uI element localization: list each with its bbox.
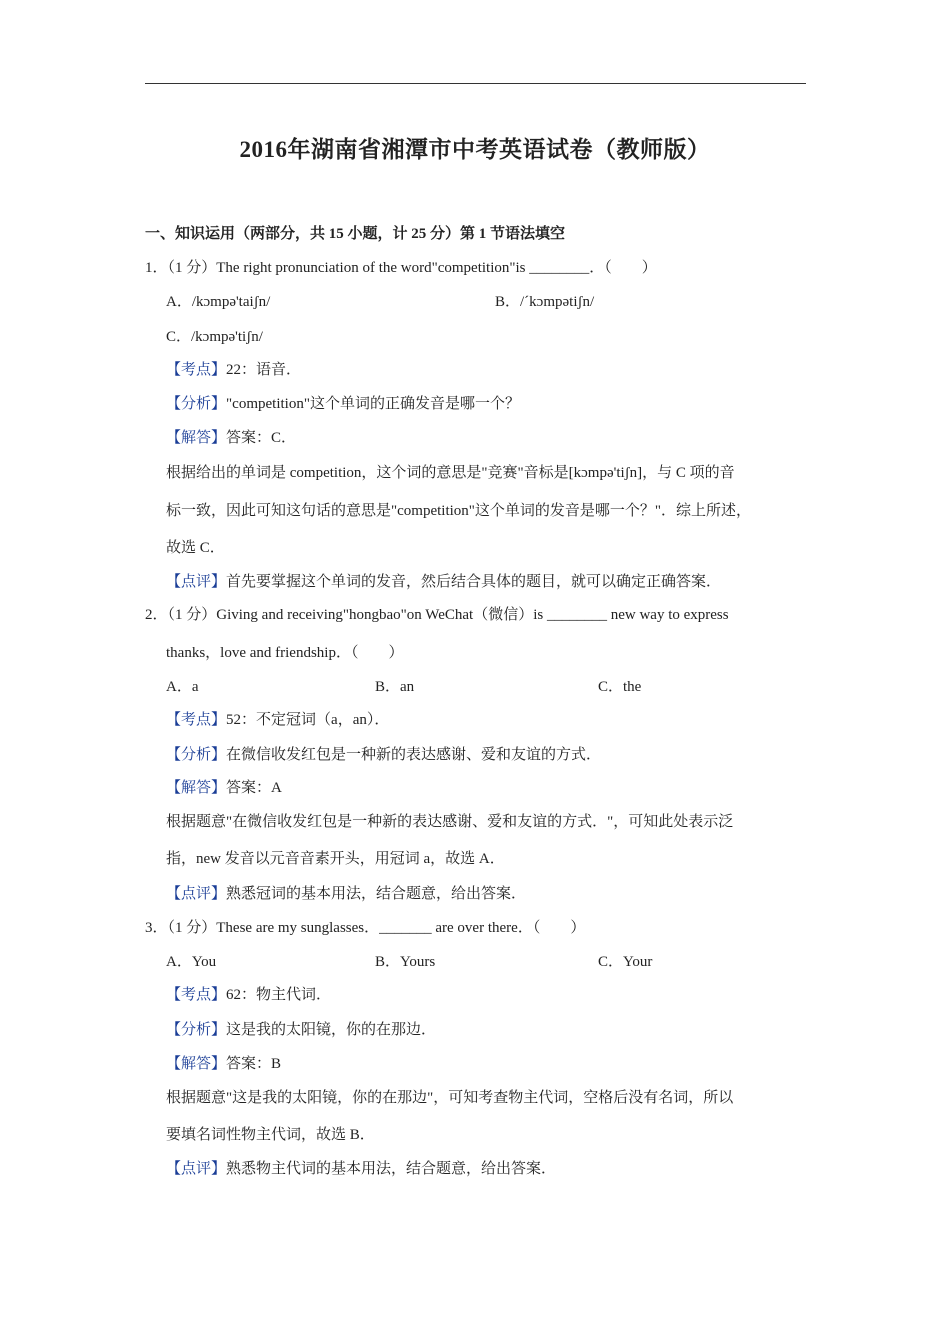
section-heading: 一、知识运用（两部分，共 15 小题，计 25 分）第 1 节语法填空 bbox=[145, 226, 566, 242]
kaodian-text: 52：不定冠词（a，an）． bbox=[226, 712, 390, 728]
jieda-text: 答案：B bbox=[226, 1056, 282, 1072]
question-3-option-a: A．You bbox=[166, 954, 217, 970]
question-3-kaodian: 【考点】62：物主代词． bbox=[166, 987, 332, 1003]
header-rule bbox=[145, 83, 806, 84]
dianping-tag: 点评 bbox=[181, 574, 212, 590]
jieda-text: 答案：A bbox=[226, 780, 282, 796]
question-3-jieda: 【解答】答案：B bbox=[166, 1056, 282, 1072]
question-1-fenxi: 【分析】"competition"这个单词的正确发音是哪一个？ bbox=[166, 396, 520, 412]
question-1-jieda: 【解答】答案：C． bbox=[166, 430, 297, 446]
question-3-stem: 3．（1 分）These are my sunglasses．_______ are over there．（ ） bbox=[145, 920, 586, 936]
dianping-tag: 点评 bbox=[181, 1161, 212, 1177]
question-3-option-b: B．Yours bbox=[375, 954, 436, 970]
fenxi-text: 在微信收发红包是一种新的表达感谢、爱和友谊的方式． bbox=[226, 747, 602, 763]
fenxi-text: "competition"这个单词的正确发音是哪一个？ bbox=[226, 396, 520, 412]
question-3-dianping: 【点评】熟悉物主代词的基本用法，结合题意，给出答案． bbox=[166, 1161, 557, 1177]
kaodian-tag: 考点 bbox=[181, 712, 212, 728]
question-1-option-a: A．/kɔmpə'taiʃn/ bbox=[166, 294, 271, 310]
question-1-option-b: B．/ˊkɔmpətiʃn/ bbox=[495, 294, 595, 310]
question-2-option-a: A．a bbox=[166, 679, 199, 695]
question-1-option-c: C．/kɔmpə'tiʃn/ bbox=[166, 329, 263, 345]
question-2-option-c: C．the bbox=[598, 679, 642, 695]
dianping-text: 熟悉冠词的基本用法，结合题意，给出答案． bbox=[226, 886, 527, 902]
dianping-tag: 点评 bbox=[181, 886, 212, 902]
jieda-tag: 解答 bbox=[181, 780, 212, 796]
fenxi-tag: 分析 bbox=[181, 396, 212, 412]
question-3-fenxi: 【分析】这是我的太阳镜，你的在那边． bbox=[166, 1022, 437, 1038]
question-1-dianping: 【点评】首先要掌握这个单词的发音，然后结合具体的题目，就可以确定正确答案． bbox=[166, 574, 722, 590]
jieda-tag: 解答 bbox=[181, 430, 212, 446]
question-1-explain-line-2: 标一致，因此可知这句话的意思是"competition"这个单词的发音是哪一个？"．综上所述， bbox=[166, 503, 752, 519]
dianping-text: 首先要掌握这个单词的发音，然后结合具体的题目，就可以确定正确答案． bbox=[226, 574, 722, 590]
jieda-text: 答案：C． bbox=[226, 430, 297, 446]
question-2-stem-cont: thanks，love and friendship．（ ） bbox=[166, 645, 404, 661]
question-2-jieda: 【解答】答案：A bbox=[166, 780, 282, 796]
kaodian-tag: 考点 bbox=[181, 362, 212, 378]
question-2-dianping: 【点评】熟悉冠词的基本用法，结合题意，给出答案． bbox=[166, 886, 527, 902]
question-1-stem: 1．（1 分）The right pronunciation of the word"competition"is ________．（ ） bbox=[145, 260, 657, 276]
dianping-text: 熟悉物主代词的基本用法，结合题意，给出答案． bbox=[226, 1161, 557, 1177]
question-2-explain-line-1: 根据题意"在微信收发红包是一种新的表达感谢、爱和友谊的方式．"，可知此处表示泛 bbox=[166, 814, 734, 830]
kaodian-text: 22：语音． bbox=[226, 362, 302, 378]
question-3-option-c: C．Your bbox=[598, 954, 653, 970]
kaodian-tag: 考点 bbox=[181, 987, 212, 1003]
question-2-fenxi: 【分析】在微信收发红包是一种新的表达感谢、爱和友谊的方式． bbox=[166, 747, 602, 763]
jieda-tag: 解答 bbox=[181, 1056, 212, 1072]
kaodian-text: 62：物主代词． bbox=[226, 987, 332, 1003]
fenxi-tag: 分析 bbox=[181, 747, 212, 763]
page-title: 2016年湖南省湘潭市中考英语试卷（教师版） bbox=[239, 137, 711, 162]
question-3-explain-line-2: 要填名词性物主代词，故选 B． bbox=[166, 1127, 375, 1143]
question-1-kaodian: 【考点】22：语音． bbox=[166, 362, 302, 378]
question-3-explain-line-1: 根据题意"这是我的太阳镜，你的在那边"，可知考查物主代词，空格后没有名词，所以 bbox=[166, 1090, 734, 1106]
fenxi-text: 这是我的太阳镜，你的在那边． bbox=[226, 1022, 437, 1038]
fenxi-tag: 分析 bbox=[181, 1022, 212, 1038]
question-2-explain-line-2: 指，new 发音以元音音素开头，用冠词 a，故选 A． bbox=[166, 851, 505, 867]
question-1-explain-line-1: 根据给出的单词是 competition，这个词的意思是"竞赛"音标是[kɔmpə'tiʃn]，与 C 项的音 bbox=[166, 465, 735, 481]
question-2-option-b: B．an bbox=[375, 679, 415, 695]
question-1-explain-line-3: 故选 C． bbox=[166, 540, 225, 556]
question-2-kaodian: 【考点】52：不定冠词（a，an）． bbox=[166, 712, 390, 728]
question-2-stem: 2．（1 分）Giving and receiving"hongbao"on WeChat（微信）is ________ new way to express bbox=[145, 607, 729, 623]
